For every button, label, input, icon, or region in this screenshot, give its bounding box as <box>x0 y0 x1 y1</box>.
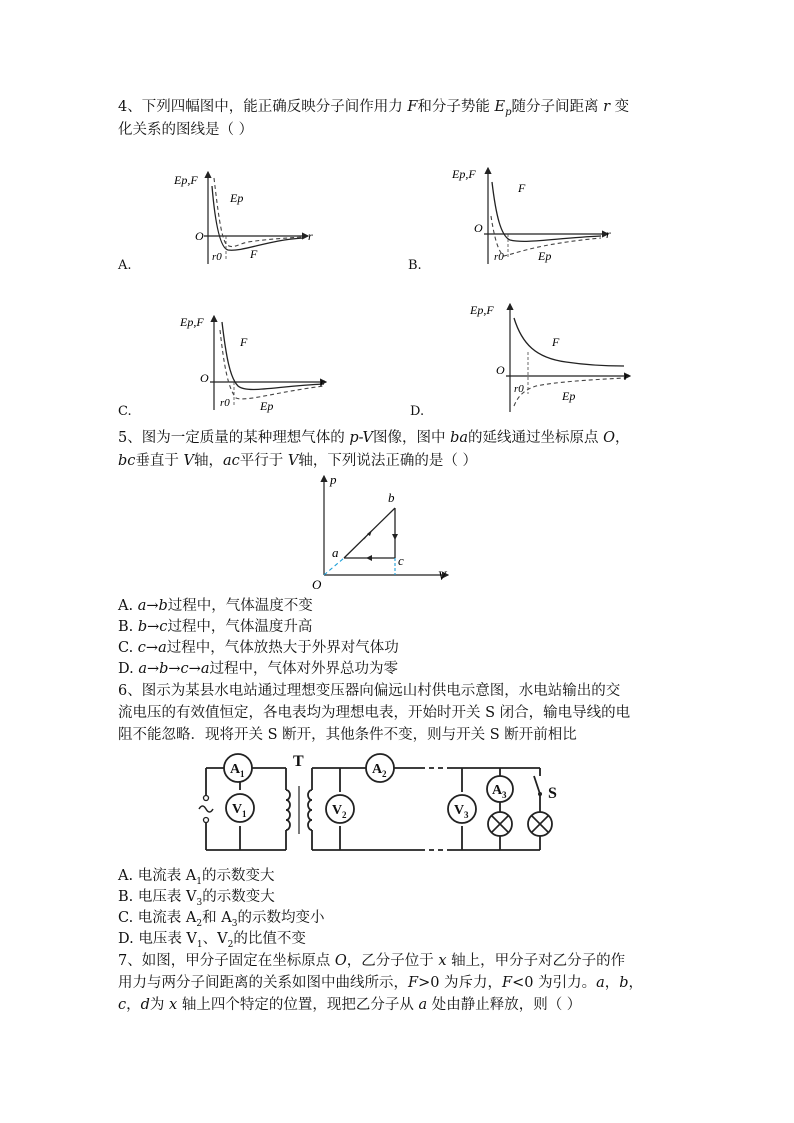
a3-label: A <box>492 783 503 798</box>
q7-var-x: x <box>169 997 178 1013</box>
q4-graph-c <box>176 306 336 416</box>
q4-line-1 <box>118 97 629 123</box>
q5-var-v: V <box>183 453 194 469</box>
q5-text: 轴，下列说法正确的是（ ） <box>298 453 477 469</box>
q5-opt-pre: D. <box>118 661 139 677</box>
q7-line-3 <box>118 995 581 1015</box>
q6-opt-sub: 3 <box>196 897 203 908</box>
v1-sub: 1 <box>242 809 247 819</box>
q6-opt-post: 的示数均变小 <box>237 910 325 926</box>
q4-line-2: 化关系的图线是（ ） <box>118 122 254 138</box>
q6-opt-pre: B. 电压表 V <box>118 889 197 905</box>
q5-text: 平行于 <box>239 453 288 469</box>
q5-point-a: a <box>332 545 339 560</box>
q4d-label-ep: Ep <box>562 389 576 403</box>
q4b-origin: O <box>474 221 483 235</box>
q5-var-ba: ba <box>450 430 468 446</box>
q4-option-b: B. <box>408 258 422 273</box>
q6-opt-sub: 1 <box>196 939 203 950</box>
q6-opt-mid: 和 A <box>202 910 232 926</box>
q5-point-b: b <box>388 490 395 505</box>
q5-text: ， <box>615 430 630 446</box>
transformer-label: T <box>293 753 304 770</box>
q4-var-ep: E <box>494 99 506 115</box>
v3-sub: 3 <box>464 810 469 820</box>
q4-graph-b <box>446 156 616 271</box>
q4-text: 4、下列四幅图中，能正确反映分子间作用力 <box>118 99 408 115</box>
q7-var-b: b <box>619 975 629 991</box>
q4b-label-r0: r0 <box>494 251 504 263</box>
q5-axis-p: p <box>330 472 337 487</box>
q6-opt-mid: 、V <box>202 931 228 947</box>
q4c-label-ep: Ep <box>260 399 274 413</box>
q7-var-a: a <box>596 975 605 991</box>
q7-text: 为 <box>149 997 170 1013</box>
q4-option-d: D. <box>410 404 425 419</box>
q4c-axis-x: r <box>320 375 325 389</box>
v2-sub: 2 <box>342 810 347 820</box>
q7-var-x: x <box>438 953 447 969</box>
q5-option-c <box>118 638 399 658</box>
q5-var-ac: ac <box>223 453 240 469</box>
q6-opt-post: 的示数变大 <box>202 868 275 884</box>
q4-text: 变 <box>610 99 630 115</box>
q5-text: 垂直于 <box>135 453 184 469</box>
q4d-origin: O <box>496 363 505 377</box>
q5-opt-pre: B. <box>118 619 138 635</box>
q4d-axis-y: Ep,F <box>470 303 494 317</box>
q5-opt-proc: b→c <box>137 619 168 635</box>
q5-opt-text: 过程中，气体对外界总功为零 <box>209 661 398 677</box>
q5-opt-proc: c→a <box>137 640 167 656</box>
q4b-axis-y: Ep,F <box>452 167 476 181</box>
q4a-label-f: F <box>250 247 258 261</box>
q7-var-f: F <box>408 975 419 991</box>
q5-opt-proc: a→b→c→a <box>138 661 210 677</box>
q7-var-a: a <box>418 997 428 1013</box>
q5-var-o: O <box>603 430 615 446</box>
q6-opt-sub: 3 <box>231 918 238 929</box>
q6-circuit-diagram <box>190 750 570 862</box>
q5-opt-text: 过程中，气体温度不变 <box>167 598 313 614</box>
q7-text: 处由静止释放，则（ ） <box>427 997 582 1013</box>
q6-opt-sub: 1 <box>196 876 203 887</box>
q4b-label-f: F <box>518 181 526 195</box>
q7-text: <0 为引力。 <box>512 975 597 991</box>
q4a-label-r0: r0 <box>212 251 222 263</box>
q7-var-d: d <box>140 997 150 1013</box>
q4c-label-f: F <box>240 335 248 349</box>
q5-option-d <box>118 659 398 679</box>
q5-var-v: V <box>287 453 299 469</box>
q4d-label-r0: r0 <box>514 383 524 395</box>
a1-label: A <box>230 762 241 777</box>
q4-var-r: r <box>603 99 611 115</box>
q7-var-f: F <box>502 975 513 991</box>
q4-option-a: A. <box>118 258 132 273</box>
q4c-label-r0: r0 <box>220 397 230 409</box>
q7-var-c: c <box>118 997 127 1013</box>
q5-text: 5、图为一定质量的某种理想气体的 <box>118 430 350 446</box>
q5-point-c: c <box>398 553 404 568</box>
q4b-axis-x: r <box>606 227 611 241</box>
q5-option-a <box>118 596 313 616</box>
a2-sub: 2 <box>382 769 387 779</box>
q5-var-pv: p-V <box>349 430 373 446</box>
q4c-origin: O <box>200 371 209 385</box>
q4c-axis-y: Ep,F <box>180 315 204 329</box>
q4-var-ep-sub: p <box>505 106 512 118</box>
q5-text: 图像，图中 <box>372 430 451 446</box>
q4a-axis-y: Ep,F <box>174 173 198 187</box>
v2-label: V <box>332 803 343 818</box>
q5-var-bc: bc <box>118 453 136 469</box>
q7-line-2 <box>118 973 643 993</box>
q6-line-2: 流电压的有效值恒定，各电表均为理想电表，开始时开关 S 闭合，输电导线的电 <box>118 705 631 721</box>
q6-opt-post: 的示数变大 <box>202 889 275 905</box>
q4a-axis-x: r <box>308 229 313 243</box>
q6-opt-sub: 2 <box>196 918 203 929</box>
q7-text: >0 为斥力， <box>418 975 503 991</box>
q5-line-2 <box>118 451 477 471</box>
q7-text: 轴上，甲分子对乙分子的作 <box>446 953 626 969</box>
q6-line-3: 阻不能忽略．现将开关 S 断开，其他条件不变，则与开关 S 断开前相比 <box>118 727 577 743</box>
q4-var-f: F <box>407 99 418 115</box>
q7-text: ， <box>604 975 620 991</box>
q6-opt-pre: D. 电压表 V <box>118 931 197 947</box>
q6-opt-sub: 2 <box>227 939 234 950</box>
q7-text: 轴上四个特定的位置，现把乙分子从 <box>177 997 419 1013</box>
q7-text: ， <box>126 997 141 1013</box>
q5-axis-v: V <box>438 568 446 583</box>
q6-opt-pre: C. 电流表 A <box>118 910 197 926</box>
q5-option-b <box>118 617 312 637</box>
ac-source-icon <box>199 806 213 812</box>
q5-line-1 <box>118 428 630 448</box>
switch-label: S <box>548 785 557 802</box>
q4a-origin: O <box>195 229 204 243</box>
q5-text: 轴， <box>194 453 223 469</box>
q7-var-o: O <box>334 953 347 969</box>
v1-label: V <box>232 802 243 817</box>
a1-sub: 1 <box>240 769 245 779</box>
q4d-axis-x: r <box>624 369 629 383</box>
q4-graph-d <box>466 296 636 416</box>
q4-option-c: C. <box>118 404 132 419</box>
q5-text: 的延线通过坐标原点 <box>468 430 604 446</box>
q5-opt-pre: A. <box>118 598 138 614</box>
a3-sub: 3 <box>502 790 507 800</box>
v3-label: V <box>454 803 465 818</box>
q4-text: 和分子势能 <box>417 99 495 115</box>
q6-line-1: 6、图示为某县水电站通过理想变压器向偏远山村供电示意图，水电站输出的交 <box>118 683 621 699</box>
q4-graph-a <box>168 162 318 272</box>
q4a-label-ep: Ep <box>230 191 244 205</box>
q7-text: 7、如图，甲分子固定在坐标原点 <box>118 953 335 969</box>
q6-opt-pre: A. 电流表 A <box>118 868 197 884</box>
q5-origin: O <box>312 577 322 592</box>
q5-pv-graph <box>306 470 456 594</box>
q5-opt-text: 过程中，气体温度升高 <box>167 619 313 635</box>
q5-opt-pre: C. <box>118 640 138 656</box>
q7-text: 用力与两分子间距离的关系如图中曲线所示， <box>118 975 408 991</box>
q7-text: ， <box>628 975 644 991</box>
q7-line-1 <box>118 951 625 971</box>
q4-text: 随分子间距离 <box>511 99 604 115</box>
q4d-label-f: F <box>552 335 560 349</box>
q6-opt-post: 的比值不变 <box>233 931 306 947</box>
q4b-label-ep: Ep <box>538 249 552 263</box>
q5-opt-text: 过程中，气体放热大于外界对气体功 <box>166 640 399 656</box>
q5-opt-proc: a→b <box>137 598 168 614</box>
a2-label: A <box>372 762 383 777</box>
q7-text: ，乙分子位于 <box>346 953 439 969</box>
